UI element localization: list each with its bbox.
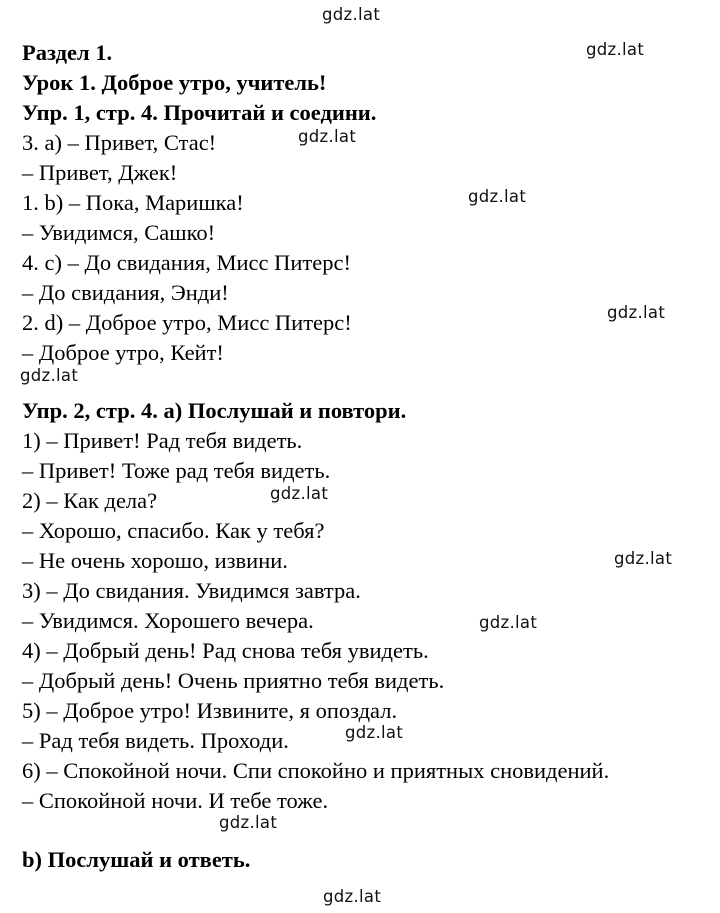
exercise-1-line: 2. d) – Доброе утро, Мисс Питерс! (22, 310, 352, 335)
watermark: gdz.lat (322, 5, 381, 24)
watermark: gdz.lat (20, 366, 79, 385)
exercise-1-line: – До свидания, Энди! (22, 280, 229, 305)
exercise-1-title: Упр. 1, стр. 4. Прочитай и соедини. (22, 100, 377, 125)
lesson-title: Урок 1. Доброе утро, учитель! (22, 70, 327, 95)
exercise-2-line: 3) – До свидания. Увидимся завтра. (22, 578, 361, 603)
watermark: gdz.lat (219, 813, 278, 832)
exercise-2-part-b-title: b) Послушай и ответь. (22, 847, 251, 872)
exercise-2-line: 4) – Добрый день! Рад снова тебя увидеть. (22, 638, 429, 663)
exercise-2-line: – Добрый день! Очень приятно тебя видеть. (22, 668, 445, 693)
watermark: gdz.lat (270, 484, 329, 503)
exercise-1-line: 3. a) – Привет, Стас! (22, 130, 217, 155)
watermark: gdz.lat (468, 187, 527, 206)
exercise-1-line: 1. b) – Пока, Маришка! (22, 190, 244, 215)
exercise-1-line: – Привет, Джек! (22, 160, 178, 185)
exercise-2-line: 6) – Спокойной ночи. Спи спокойно и приятных сновидений. (22, 758, 610, 783)
exercise-1-line: – Доброе утро, Кейт! (22, 340, 224, 365)
watermark: gdz.lat (479, 613, 538, 632)
exercise-2-line: – Рад тебя видеть. Проходи. (22, 728, 289, 753)
exercise-2-line: – Хорошо, спасибо. Как у тебя? (22, 518, 325, 543)
watermark: gdz.lat (323, 887, 382, 906)
watermark: gdz.lat (298, 127, 357, 146)
watermark: gdz.lat (614, 549, 673, 568)
exercise-1-line: 4. c) – До свидания, Мисс Питерс! (22, 250, 351, 275)
exercise-2-line: – Спокойной ночи. И тебе тоже. (22, 788, 329, 813)
watermark: gdz.lat (345, 723, 404, 742)
exercise-2-line: – Увидимся. Хорошего вечера. (22, 608, 314, 633)
watermark: gdz.lat (607, 303, 666, 322)
watermark: gdz.lat (586, 40, 645, 59)
exercise-1-line: – Увидимся, Сашко! (22, 220, 216, 245)
exercise-2-line: 1) – Привет! Рад тебя видеть. (22, 428, 303, 453)
section-title: Раздел 1. (22, 40, 113, 65)
exercise-2-line: – Не очень хорошо, извини. (22, 548, 288, 573)
exercise-2-line: 5) – Доброе утро! Извините, я опоздал. (22, 698, 398, 723)
exercise-2-line: – Привет! Тоже рад тебя видеть. (22, 458, 331, 483)
exercise-2-line: 2) – Как дела? (22, 488, 158, 513)
exercise-2-title: Упр. 2, стр. 4. a) Послушай и повтори. (22, 398, 407, 423)
